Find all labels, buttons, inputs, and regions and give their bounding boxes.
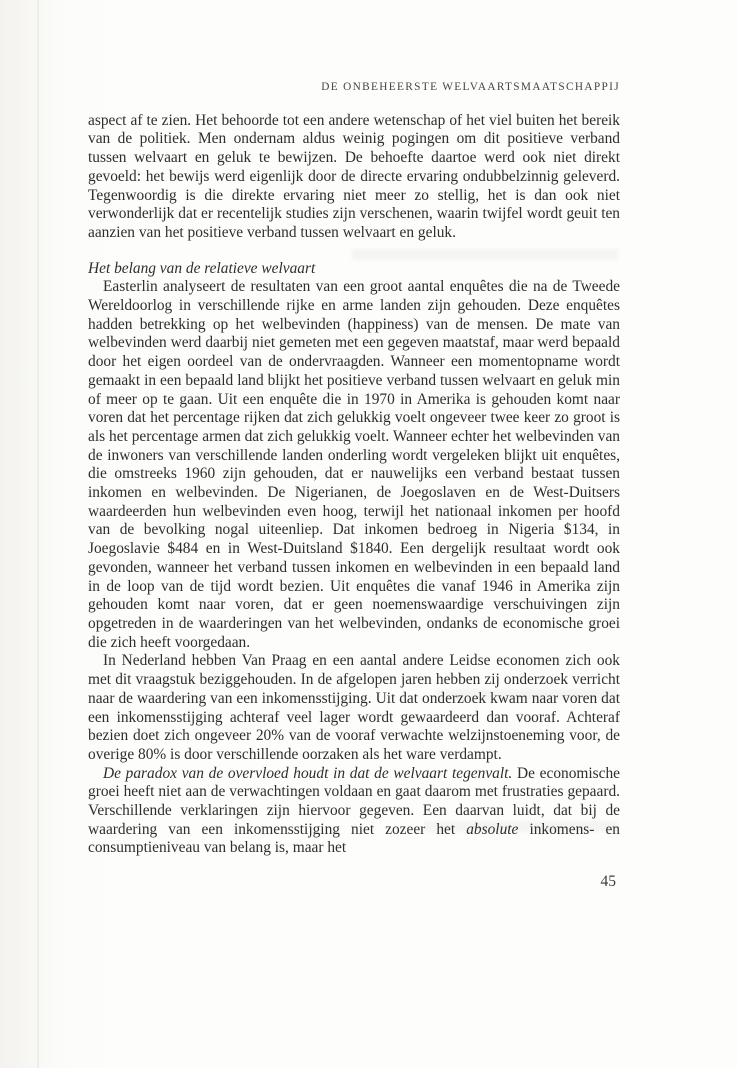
paragraph-easterlin: Easterlin analyseert de resultaten van een groot aantal enquêtes die na de Tweede Wereldoorlog in verschillende rijke en arme landen zijn gehouden. Deze enquêtes hadden betrekking op het welbevinden (happiness) van de mensen. De mate van welbevinden werd daarbij niet gemeten met een gegeven maatstaf, maar werd bepaald door het eigen oordeel van de ondervraagden. Wanneer een momentopname wordt gemaakt in een bepaald land blijkt het positieve verband tussen welvaart en geluk min of meer op te gaan. Uit een enquête die in 1970 in Amerika is gehouden komt naar voren dat het percentage rijken dat zich gelukkig voelt ongeveer twee keer zo groot is als het percentage armen dat zich gelukkig voelt. Wanneer echter het welbevinden van de inwoners van verschillende landen onderling wordt vergeleken blijkt uit enquêtes, die omstreeks 1960 zijn gehouden, dat er nauwelijks een verband bestaat tussen inkomen en welbevinden. De Nigerianen, de Joegoslaven en de West-Duitsers waardeerden hun welbevinden even hoog, terwijl het nationaal inkomen per hoofd van de bevolking nogal uiteenliep. Dat inkomen bedroeg in Nigeria $134, in Joegoslavie $484 en in West-Duitsland $1840. Een dergelijk resultaat wordt ook gevonden, wanneer het verband tussen inkomen en welbevinden in een bepaald land in de loop van de tijd wordt bezien. Uit enquêtes die vanaf 1946 in Amerika zijn gehouden komt naar voren, dat er geen noemenswaardige verschuivingen zijn opgetreden in de waarderingen van het welbevinden, ondanks de economische groei die zich heeft voorgedaan. — [88, 278, 620, 651]
paragraph-paradox — [88, 765, 620, 859]
page-number: 45 — [600, 873, 616, 891]
paradox-body-text-end: inkomens- en consumptieniveau van belang is, maar het — [88, 820, 620, 857]
paradox-body-text: De economische groei heeft niet aan de verwachtingen voldaan en gaat daarom met frustraties gepaard. Verschillende verklaringen zijn hiervoor gegeven. Een daarvan luidt, dat bij de waardering van een inkomensstijging niet zozeer het — [88, 764, 620, 838]
paragraph-continuation: aspect af te zien. Het behoorde tot een andere wetenschap of het viel buiten het bereik van de politiek. Men ondernam aldus weinig pogingen om dit positieve verband tussen welvaart en geluk te bewijzen. De behoefte daartoe werd ook niet direkt gevoeld: het bewijs werd eigenlijk door de directe ervaring ondubbelzinnig geleverd. Tegenwoordig is die direkte ervaring niet meer zo stellig, het is dan ook niet verwonderlijk dat er recentelijk studies zijn verschenen, waarin twijfel wordt geuit ten aanzien van het positieve verband tussen welvaart en geluk. — [88, 111, 620, 241]
running-header: DE ONBEHEERSTE WELVAARTSMAATSCHAPPIJ — [321, 81, 620, 93]
absolute-emphasis: absolute — [466, 820, 519, 838]
text-block — [88, 78, 620, 892]
page-gutter-shadow — [37, 0, 39, 1068]
paradox-lead-sentence: De paradox van de overvloed houdt in dat de welvaart tegenvalt. — [103, 764, 513, 782]
paragraph-nederland: In Nederland hebben Van Praag en een aantal andere Leidse economen zich ook met dit vraagstuk beziggehouden. In de afgelopen jaren hebben zij onderzoek verricht naar de waardering van een inkomensstijging. Uit dat onderzoek kwam naar voren dat een inkomensstijging achteraf veel lager wordt gewaardeerd dan vooraf. Achteraf bezien doet zich ongeveer 20% van de vooraf verwachte welzijnstoeneming voor, de overige 80% is door verschillende oorzaken als het ware verdampt. — [88, 652, 620, 763]
section-heading: Het belang van de relatieve welvaart — [88, 259, 316, 277]
